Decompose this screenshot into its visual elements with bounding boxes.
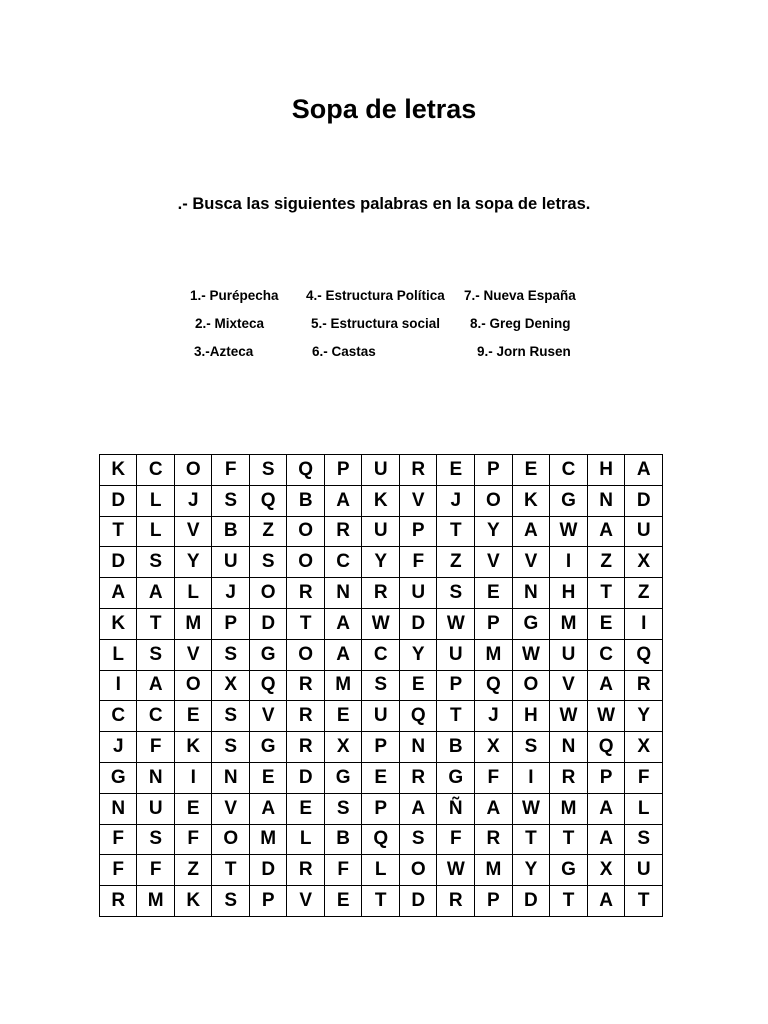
- grid-cell: D: [249, 855, 287, 886]
- grid-cell: T: [625, 886, 663, 917]
- grid-cell: I: [550, 547, 588, 578]
- grid-cell: S: [625, 824, 663, 855]
- grid-cell: P: [437, 670, 475, 701]
- grid-cell: O: [174, 455, 212, 486]
- word-item: 1.- Purépecha: [190, 288, 279, 303]
- grid-cell: Q: [400, 701, 437, 732]
- grid-cell: T: [512, 824, 550, 855]
- grid-cell: U: [625, 855, 663, 886]
- grid-cell: U: [437, 639, 475, 670]
- grid-cell: N: [137, 762, 175, 793]
- grid-cell: L: [287, 824, 324, 855]
- grid-cell: F: [137, 732, 175, 763]
- grid-cell: T: [550, 824, 588, 855]
- grid-cell: E: [174, 793, 212, 824]
- grid-cell: M: [550, 793, 588, 824]
- grid-cell: A: [249, 793, 287, 824]
- grid-cell: E: [324, 886, 362, 917]
- grid-cell: S: [512, 732, 550, 763]
- grid-cell: T: [587, 578, 625, 609]
- grid-cell: E: [174, 701, 212, 732]
- grid-row: [100, 608, 663, 639]
- grid-cell: E: [249, 762, 287, 793]
- grid-cell: T: [137, 608, 175, 639]
- grid-cell: W: [512, 639, 550, 670]
- grid-cell: Q: [362, 824, 400, 855]
- grid-cell: S: [212, 485, 249, 516]
- grid-cell: G: [100, 762, 137, 793]
- grid-cell: D: [100, 485, 137, 516]
- grid-cell: O: [287, 639, 324, 670]
- grid-cell: O: [212, 824, 249, 855]
- grid-cell: V: [400, 485, 437, 516]
- grid-cell: D: [400, 886, 437, 917]
- grid-cell: L: [362, 855, 400, 886]
- grid-cell: O: [287, 547, 324, 578]
- grid-row: [100, 578, 663, 609]
- grid-cell: M: [249, 824, 287, 855]
- grid-row: [100, 547, 663, 578]
- grid-cell: E: [475, 578, 513, 609]
- word-item: 5.- Estructura social: [311, 316, 441, 331]
- grid-cell: F: [625, 762, 663, 793]
- grid-cell: K: [362, 485, 400, 516]
- grid-cell: G: [512, 608, 550, 639]
- grid-cell: U: [212, 547, 249, 578]
- grid-cell: Q: [249, 485, 287, 516]
- grid-cell: F: [137, 855, 175, 886]
- grid-cell: G: [324, 762, 362, 793]
- grid-cell: V: [174, 639, 212, 670]
- grid-cell: T: [550, 886, 588, 917]
- grid-cell: N: [512, 578, 550, 609]
- grid-cell: E: [437, 455, 475, 486]
- grid-cell: V: [512, 547, 550, 578]
- grid-row: [100, 855, 663, 886]
- grid-cell: S: [249, 455, 287, 486]
- grid-cell: V: [249, 701, 287, 732]
- grid-cell: M: [174, 608, 212, 639]
- grid-cell: Y: [625, 701, 663, 732]
- grid-cell: T: [212, 855, 249, 886]
- grid-cell: Z: [249, 516, 287, 547]
- grid-cell: G: [249, 639, 287, 670]
- grid-cell: A: [475, 793, 513, 824]
- grid-cell: X: [475, 732, 513, 763]
- grid-cell: E: [512, 455, 550, 486]
- word-list: [0, 0, 768, 400]
- grid-cell: K: [174, 886, 212, 917]
- letter-grid: [99, 454, 663, 917]
- grid-cell: V: [550, 670, 588, 701]
- grid-cell: K: [100, 608, 137, 639]
- grid-cell: D: [287, 762, 324, 793]
- grid-cell: A: [324, 639, 362, 670]
- grid-cell: W: [512, 793, 550, 824]
- grid-cell: X: [212, 670, 249, 701]
- grid-cell: C: [362, 639, 400, 670]
- grid-cell: Z: [174, 855, 212, 886]
- grid-cell: F: [437, 824, 475, 855]
- grid-row: [100, 485, 663, 516]
- grid-cell: K: [512, 485, 550, 516]
- grid-cell: X: [324, 732, 362, 763]
- grid-cell: R: [287, 701, 324, 732]
- grid-cell: A: [400, 793, 437, 824]
- instructions-text: .- Busca las siguientes palabras en la sopa de letras.: [177, 195, 591, 213]
- grid-cell: N: [100, 793, 137, 824]
- grid-cell: A: [512, 516, 550, 547]
- grid-cell: D: [512, 886, 550, 917]
- word-item: 9.- Jorn Rusen: [477, 344, 571, 359]
- grid-cell: Ñ: [437, 793, 475, 824]
- grid-cell: U: [362, 701, 400, 732]
- grid-cell: U: [400, 578, 437, 609]
- grid-cell: Y: [362, 547, 400, 578]
- grid-cell: J: [475, 701, 513, 732]
- grid-cell: J: [100, 732, 137, 763]
- grid-cell: S: [212, 639, 249, 670]
- grid-cell: Z: [587, 547, 625, 578]
- grid-cell: B: [437, 732, 475, 763]
- grid-cell: A: [100, 578, 137, 609]
- grid-cell: X: [625, 732, 663, 763]
- grid-cell: T: [437, 516, 475, 547]
- grid-cell: E: [324, 701, 362, 732]
- grid-cell: R: [324, 516, 362, 547]
- grid-cell: L: [137, 485, 175, 516]
- grid-cell: D: [100, 547, 137, 578]
- grid-cell: T: [437, 701, 475, 732]
- grid-cell: B: [212, 516, 249, 547]
- grid-cell: P: [475, 455, 513, 486]
- grid-cell: A: [587, 793, 625, 824]
- grid-cell: L: [174, 578, 212, 609]
- word-item: 4.- Estructura Política: [306, 288, 445, 303]
- grid-cell: P: [475, 608, 513, 639]
- grid-row: [100, 732, 663, 763]
- grid-cell: F: [324, 855, 362, 886]
- grid-cell: W: [550, 701, 588, 732]
- grid-cell: O: [400, 855, 437, 886]
- grid-cell: S: [137, 547, 175, 578]
- grid-cell: F: [400, 547, 437, 578]
- grid-cell: I: [100, 670, 137, 701]
- grid-cell: I: [174, 762, 212, 793]
- grid-cell: A: [137, 670, 175, 701]
- grid-row: [100, 793, 663, 824]
- grid-cell: W: [362, 608, 400, 639]
- grid-cell: Q: [587, 732, 625, 763]
- grid-cell: M: [475, 639, 513, 670]
- grid-cell: R: [100, 886, 137, 917]
- grid-cell: A: [324, 485, 362, 516]
- grid-row: [100, 886, 663, 917]
- grid-cell: Z: [437, 547, 475, 578]
- grid-row: [100, 516, 663, 547]
- grid-cell: R: [550, 762, 588, 793]
- grid-cell: S: [212, 732, 249, 763]
- grid-cell: E: [362, 762, 400, 793]
- grid-cell: S: [212, 701, 249, 732]
- grid-cell: Q: [625, 639, 663, 670]
- grid-cell: F: [100, 855, 137, 886]
- grid-cell: G: [550, 855, 588, 886]
- grid-cell: R: [287, 855, 324, 886]
- grid-cell: A: [324, 608, 362, 639]
- word-item: 3.-Azteca: [194, 344, 254, 359]
- grid-cell: T: [362, 886, 400, 917]
- word-item: 2.- Mixteca: [195, 316, 265, 331]
- grid-cell: F: [212, 455, 249, 486]
- grid-cell: O: [512, 670, 550, 701]
- grid-cell: C: [550, 455, 588, 486]
- grid-cell: A: [587, 824, 625, 855]
- grid-cell: H: [550, 578, 588, 609]
- grid-cell: S: [362, 670, 400, 701]
- grid-cell: B: [324, 824, 362, 855]
- grid-cell: J: [437, 485, 475, 516]
- grid-cell: T: [100, 516, 137, 547]
- grid-cell: A: [587, 516, 625, 547]
- grid-cell: R: [287, 732, 324, 763]
- grid-cell: G: [550, 485, 588, 516]
- grid-cell: R: [475, 824, 513, 855]
- grid-cell: Q: [249, 670, 287, 701]
- grid-cell: Y: [475, 516, 513, 547]
- grid-cell: N: [212, 762, 249, 793]
- grid-cell: T: [287, 608, 324, 639]
- grid-cell: O: [249, 578, 287, 609]
- grid-cell: U: [362, 455, 400, 486]
- grid-cell: M: [550, 608, 588, 639]
- grid-cell: C: [587, 639, 625, 670]
- grid-cell: P: [400, 516, 437, 547]
- grid-cell: S: [212, 886, 249, 917]
- grid-cell: N: [400, 732, 437, 763]
- grid-cell: N: [550, 732, 588, 763]
- grid-cell: Y: [400, 639, 437, 670]
- grid-cell: Y: [174, 547, 212, 578]
- grid-cell: P: [475, 886, 513, 917]
- grid-cell: P: [362, 793, 400, 824]
- grid-cell: C: [100, 701, 137, 732]
- grid-cell: F: [475, 762, 513, 793]
- grid-cell: A: [625, 455, 663, 486]
- grid-cell: A: [587, 670, 625, 701]
- grid-cell: M: [475, 855, 513, 886]
- grid-cell: A: [137, 578, 175, 609]
- grid-cell: K: [174, 732, 212, 763]
- grid-cell: F: [174, 824, 212, 855]
- grid-cell: W: [587, 701, 625, 732]
- grid-cell: O: [174, 670, 212, 701]
- grid-cell: H: [512, 701, 550, 732]
- word-item: 6.- Castas: [312, 344, 376, 359]
- grid-cell: V: [475, 547, 513, 578]
- grid-cell: S: [437, 578, 475, 609]
- grid-cell: C: [137, 701, 175, 732]
- grid-cell: N: [587, 485, 625, 516]
- grid-cell: E: [587, 608, 625, 639]
- grid-cell: A: [587, 886, 625, 917]
- grid-cell: S: [137, 824, 175, 855]
- grid-cell: R: [287, 578, 324, 609]
- grid-cell: H: [587, 455, 625, 486]
- grid-cell: C: [137, 455, 175, 486]
- grid-cell: R: [437, 886, 475, 917]
- grid-cell: U: [625, 516, 663, 547]
- grid-cell: K: [100, 455, 137, 486]
- grid-cell: W: [437, 855, 475, 886]
- grid-cell: F: [100, 824, 137, 855]
- grid-cell: G: [437, 762, 475, 793]
- grid-cell: S: [249, 547, 287, 578]
- grid-cell: P: [587, 762, 625, 793]
- word-item: 7.- Nueva España: [464, 288, 576, 303]
- grid-cell: M: [137, 886, 175, 917]
- grid-row: [100, 455, 663, 486]
- grid-cell: V: [174, 516, 212, 547]
- grid-cell: U: [550, 639, 588, 670]
- grid-cell: P: [362, 732, 400, 763]
- grid-row: [100, 762, 663, 793]
- grid-cell: L: [625, 793, 663, 824]
- grid-cell: N: [324, 578, 362, 609]
- grid-cell: O: [475, 485, 513, 516]
- grid-cell: I: [625, 608, 663, 639]
- grid-cell: M: [324, 670, 362, 701]
- word-item: 8.- Greg Dening: [470, 316, 571, 331]
- grid-cell: S: [324, 793, 362, 824]
- grid-cell: P: [249, 886, 287, 917]
- grid-cell: S: [137, 639, 175, 670]
- grid-cell: L: [100, 639, 137, 670]
- grid-cell: U: [362, 516, 400, 547]
- grid-cell: E: [287, 793, 324, 824]
- grid-cell: B: [287, 485, 324, 516]
- grid-cell: R: [625, 670, 663, 701]
- grid-cell: G: [249, 732, 287, 763]
- grid-cell: C: [324, 547, 362, 578]
- grid-row: [100, 670, 663, 701]
- grid-cell: W: [437, 608, 475, 639]
- grid-cell: R: [287, 670, 324, 701]
- grid-cell: Y: [512, 855, 550, 886]
- grid-cell: D: [400, 608, 437, 639]
- grid-cell: R: [400, 455, 437, 486]
- grid-cell: Q: [287, 455, 324, 486]
- grid-cell: P: [212, 608, 249, 639]
- grid-cell: V: [212, 793, 249, 824]
- grid-cell: J: [174, 485, 212, 516]
- grid-row: [100, 824, 663, 855]
- grid-cell: E: [400, 670, 437, 701]
- grid-cell: W: [550, 516, 588, 547]
- grid-cell: D: [625, 485, 663, 516]
- grid-cell: X: [587, 855, 625, 886]
- grid-cell: I: [512, 762, 550, 793]
- grid-cell: O: [287, 516, 324, 547]
- page-title: Sopa de letras: [291, 94, 477, 124]
- grid-cell: J: [212, 578, 249, 609]
- grid-cell: Z: [625, 578, 663, 609]
- grid-cell: L: [137, 516, 175, 547]
- grid-cell: Q: [475, 670, 513, 701]
- grid-cell: S: [400, 824, 437, 855]
- grid-cell: V: [287, 886, 324, 917]
- grid-row: [100, 639, 663, 670]
- grid-cell: D: [249, 608, 287, 639]
- grid-cell: X: [625, 547, 663, 578]
- grid-cell: R: [400, 762, 437, 793]
- grid-cell: R: [362, 578, 400, 609]
- grid-row: [100, 701, 663, 732]
- grid-cell: U: [137, 793, 175, 824]
- grid-cell: P: [324, 455, 362, 486]
